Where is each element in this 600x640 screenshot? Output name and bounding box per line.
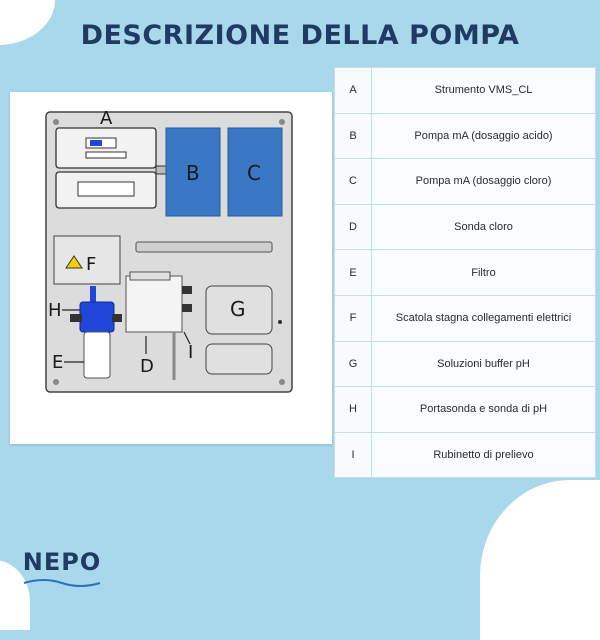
nepo-logo [20, 548, 104, 588]
legend-table [334, 67, 596, 478]
legend-row [335, 387, 596, 433]
mounting-rail [136, 242, 272, 252]
legend-row [335, 159, 596, 205]
panel-screw [278, 320, 282, 324]
panel-screw [279, 379, 285, 385]
legend-row [335, 295, 596, 341]
legend-key: D [335, 204, 372, 250]
page-title: DESCRIZIONE DELLA POMPA [80, 20, 520, 51]
buffer-container [206, 344, 272, 374]
legend-description: Rubinetto di prelievo [372, 432, 596, 478]
instrument-vms-cl [56, 128, 168, 208]
legend-description: Pompa mA (dosaggio cloro) [372, 159, 596, 205]
legend-row [335, 341, 596, 387]
legend-description: Portasonda e sonda di pH [372, 387, 596, 433]
legend-description: Scatola stagna collegamenti elettrici [372, 295, 596, 341]
pump-diagram [18, 100, 324, 400]
legend-row [335, 250, 596, 296]
legend-description: Strumento VMS_CL [372, 68, 596, 114]
legend-description: Filtro [372, 250, 596, 296]
legend-key: H [335, 387, 372, 433]
label-g: G [230, 297, 246, 321]
label-b: B [186, 161, 200, 185]
wave-icon [20, 575, 104, 589]
legend-row [335, 432, 596, 478]
legend-key: B [335, 113, 372, 159]
panel-screw [53, 379, 59, 385]
legend-key: E [335, 250, 372, 296]
panel-screw [279, 119, 285, 125]
panel-screw [53, 119, 59, 125]
legend-row [335, 204, 596, 250]
label-c: C [247, 161, 261, 185]
legend-key: F [335, 295, 372, 341]
legend-key: C [335, 159, 372, 205]
legend-description: Sonda cloro [372, 204, 596, 250]
legend-row [335, 68, 596, 114]
legend-key: I [335, 432, 372, 478]
label-e: E [52, 352, 64, 373]
legend-row [335, 113, 596, 159]
label-a: A [100, 108, 113, 129]
label-h: H [48, 300, 62, 321]
legend-key: A [335, 68, 372, 114]
legend-key: G [335, 341, 372, 387]
label-i: I [188, 342, 194, 363]
decorative-blob-bottom-right [480, 480, 600, 640]
legend-description: Pompa mA (dosaggio acido) [372, 113, 596, 159]
label-d: D [140, 356, 154, 377]
label-f: F [86, 254, 97, 275]
logo-text: NEPO [22, 548, 102, 576]
legend-description: Soluzioni buffer pH [372, 341, 596, 387]
pump-diagram-card [10, 92, 332, 444]
